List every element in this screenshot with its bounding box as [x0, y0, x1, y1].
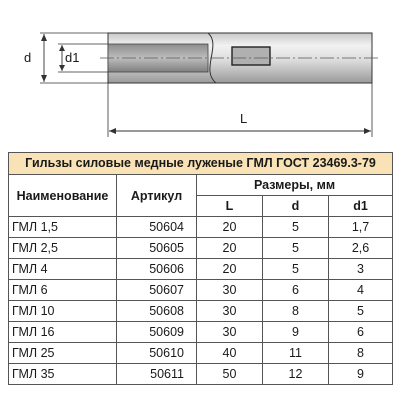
cell-d: 5	[263, 217, 329, 238]
table-row	[9, 364, 393, 385]
label-d1: d1	[65, 50, 80, 65]
cell-d1: 4	[329, 280, 393, 301]
cell-article: 50608	[117, 301, 197, 322]
cell-d1: 5	[329, 301, 393, 322]
cell-L: 30	[197, 301, 263, 322]
cell-d: 6	[263, 280, 329, 301]
cell-d: 8	[263, 301, 329, 322]
cell-article: 50609	[117, 322, 197, 343]
dimension-L	[108, 83, 372, 137]
cell-L: 40	[197, 343, 263, 364]
header-article: Артикул	[117, 175, 197, 217]
table-row	[9, 280, 393, 301]
cell-d1: 2,6	[329, 238, 393, 259]
table-row	[9, 322, 393, 343]
sleeve-technical-drawing	[0, 0, 400, 150]
cell-d: 5	[263, 259, 329, 280]
cell-article: 50606	[117, 259, 197, 280]
table-row	[9, 301, 393, 322]
cell-article: 50605	[117, 238, 197, 259]
cell-L: 20	[197, 217, 263, 238]
table-row	[9, 259, 393, 280]
label-d: d	[24, 50, 32, 65]
header-d: d	[263, 196, 329, 217]
cell-L: 30	[197, 322, 263, 343]
table-row	[9, 343, 393, 364]
table-title: Гильзы силовые медные луженые ГМЛ ГОСТ 23469.3-79	[9, 153, 393, 175]
cell-name: ГМЛ 35	[9, 364, 117, 385]
cell-d1: 9	[329, 364, 393, 385]
cell-d: 11	[263, 343, 329, 364]
table-row	[9, 217, 393, 238]
cell-article: 50604	[117, 217, 197, 238]
cell-name: ГМЛ 16	[9, 322, 117, 343]
cell-name: ГМЛ 25	[9, 343, 117, 364]
cell-d: 9	[263, 322, 329, 343]
sleeve-body	[100, 33, 380, 83]
label-L: L	[240, 111, 248, 126]
cell-d1: 8	[329, 343, 393, 364]
header-name: Наименование	[9, 175, 117, 217]
cell-d: 5	[263, 238, 329, 259]
header-d1: d1	[329, 196, 393, 217]
cell-name: ГМЛ 6	[9, 280, 117, 301]
cell-L: 50	[197, 364, 263, 385]
cell-d1: 6	[329, 322, 393, 343]
cell-name: ГМЛ 10	[9, 301, 117, 322]
cell-L: 30	[197, 280, 263, 301]
cell-d: 12	[263, 364, 329, 385]
cell-L: 20	[197, 238, 263, 259]
cell-article: 50607	[117, 280, 197, 301]
cell-name: ГМЛ 2,5	[9, 238, 117, 259]
header-sizes: Размеры, мм	[197, 175, 393, 196]
cell-d1: 3	[329, 259, 393, 280]
cell-article: 50611	[117, 364, 197, 385]
cell-d1: 1,7	[329, 217, 393, 238]
cell-article: 50610	[117, 343, 197, 364]
table-row	[9, 238, 393, 259]
cell-name: ГМЛ 4	[9, 259, 117, 280]
cell-name: ГМЛ 1,5	[9, 217, 117, 238]
cell-L: 20	[197, 259, 263, 280]
spec-table	[8, 152, 393, 385]
header-L: L	[197, 196, 263, 217]
